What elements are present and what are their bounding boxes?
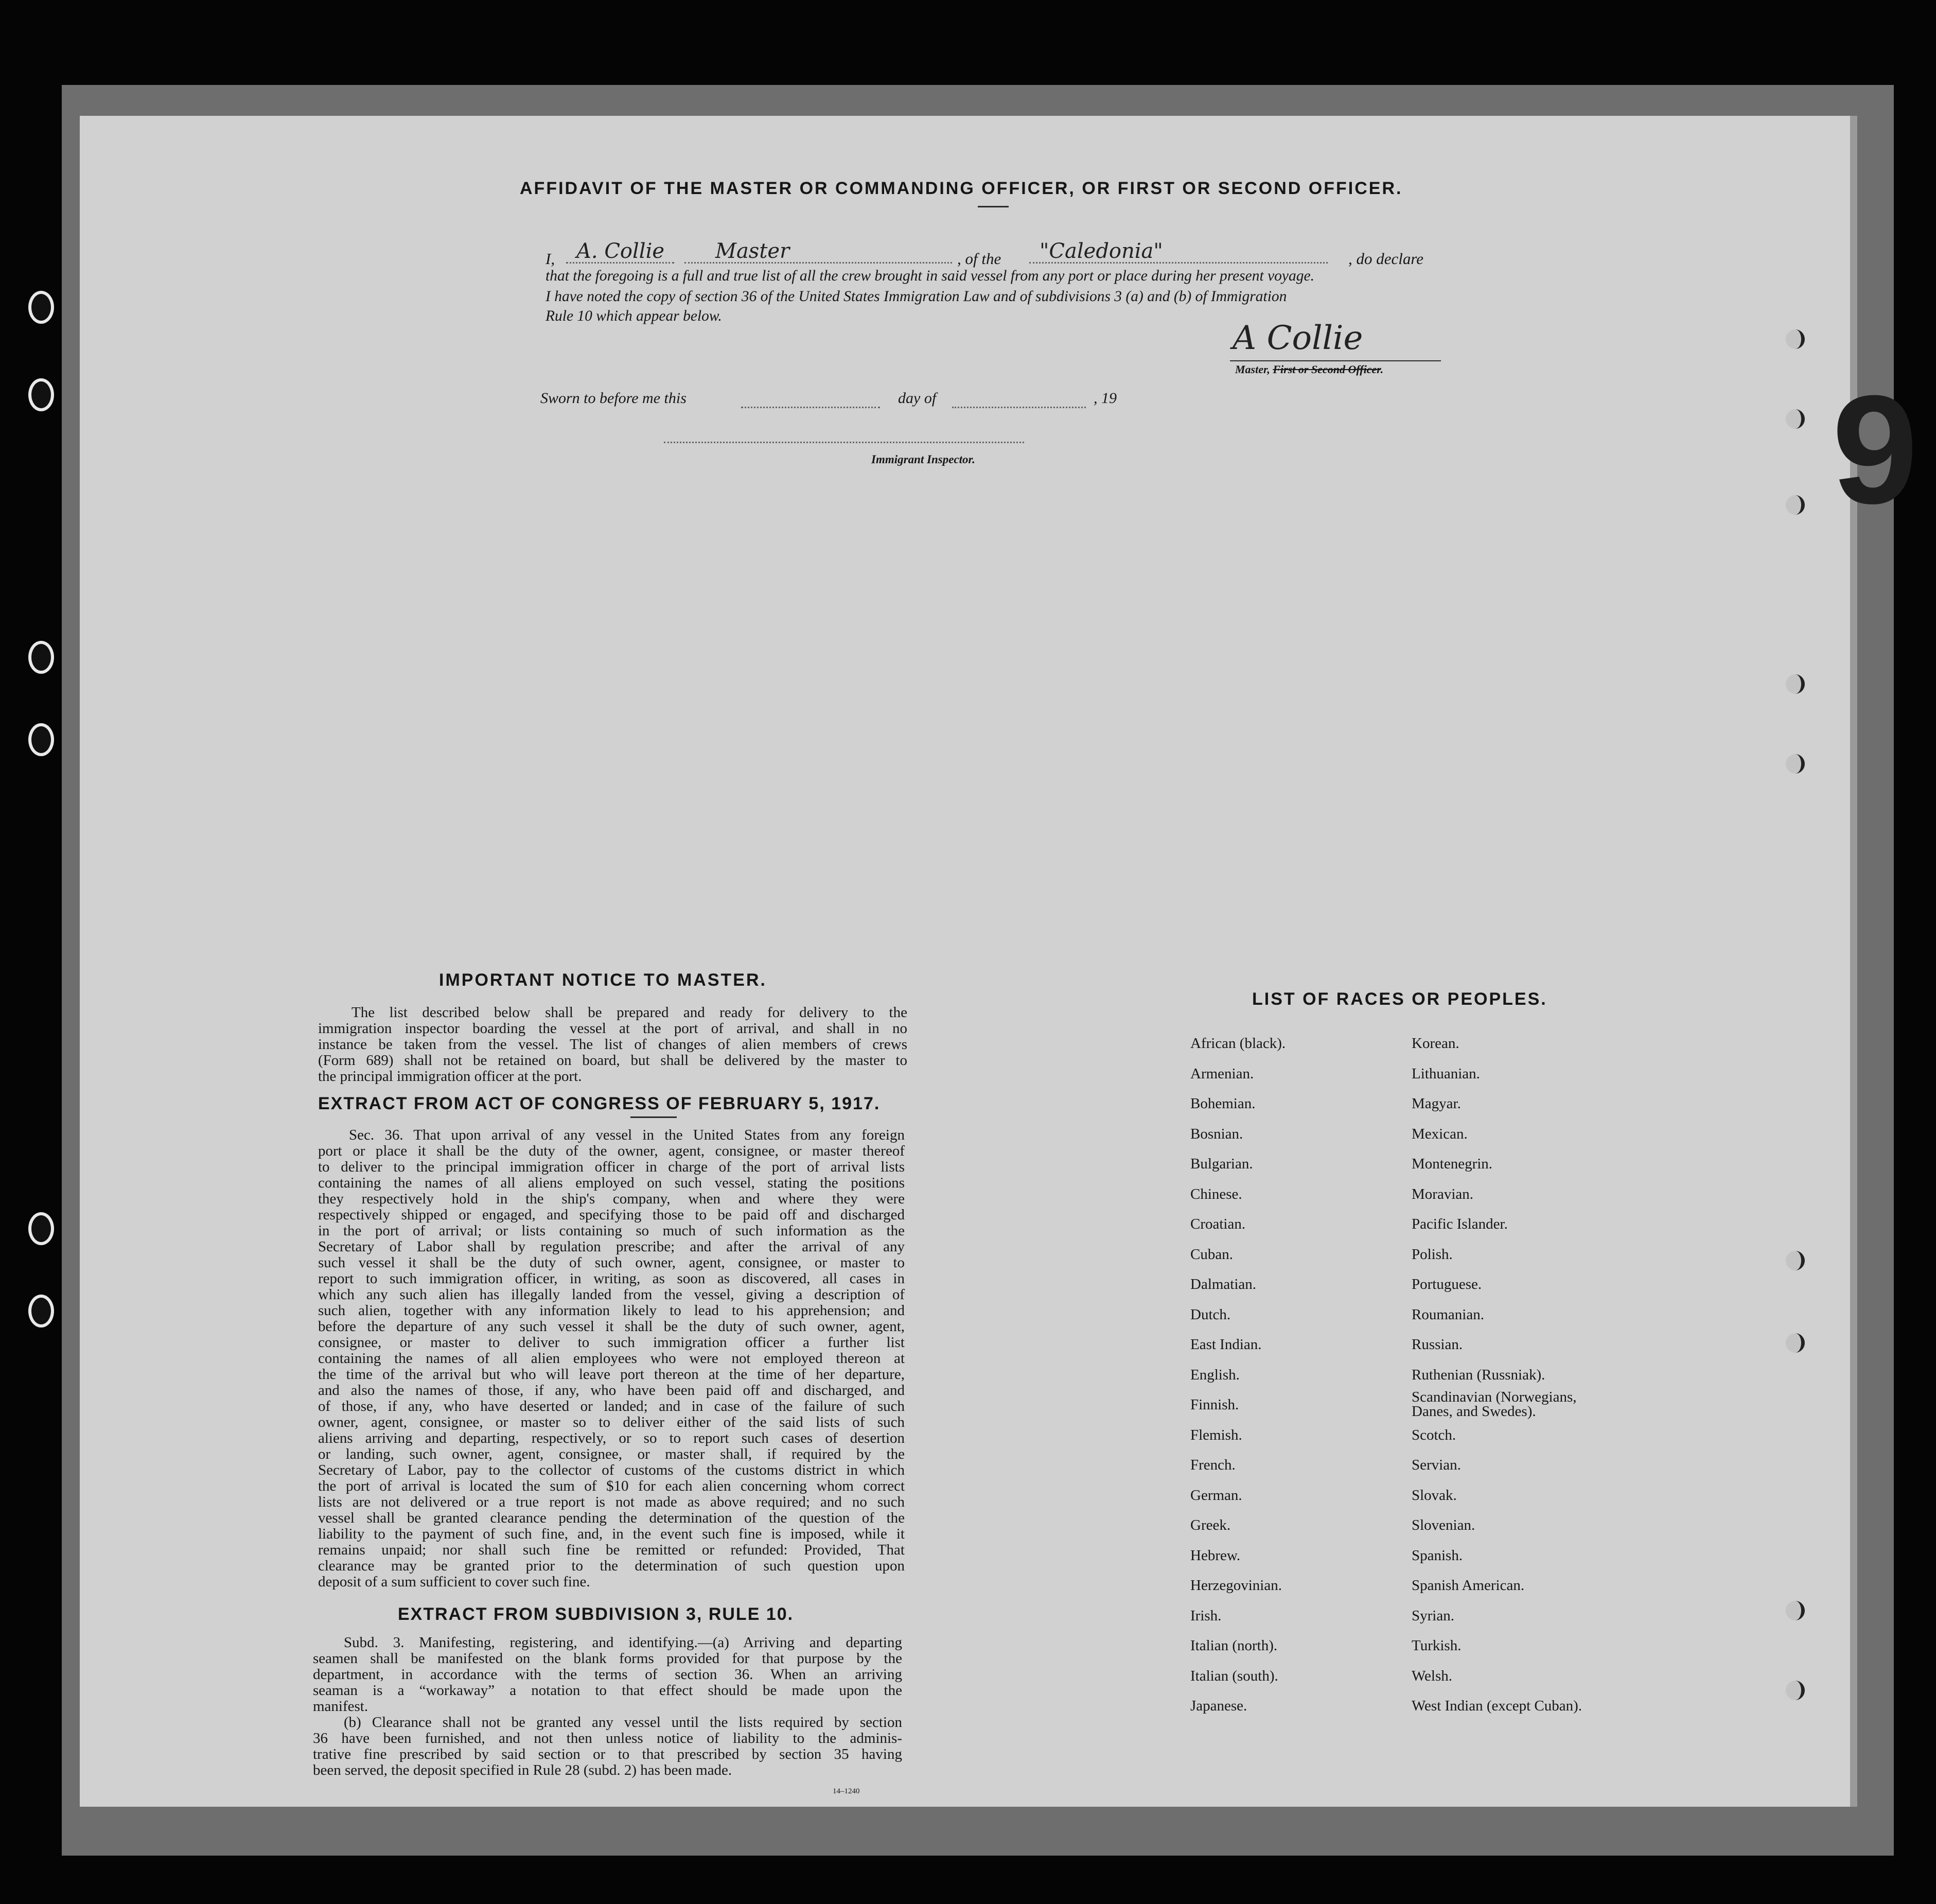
notice-line: instance be taken from the vessel. The list of changes of alien members of crews [318, 1036, 907, 1053]
race-item: Welsh. [1412, 1667, 1453, 1684]
signature-caption-struck: First or Second Officer [1273, 363, 1381, 376]
race-item: Dalmatian. [1190, 1276, 1257, 1292]
master-name-handwritten: A. Collie [576, 239, 665, 263]
race-item: Lithuanian. [1412, 1065, 1480, 1082]
race-item: Korean. [1412, 1035, 1459, 1052]
binder-hole [28, 723, 54, 756]
race-item: Irish. [1190, 1607, 1222, 1624]
race-item: Moravian. [1412, 1185, 1473, 1202]
pronoun: I, [545, 250, 555, 268]
race-item: Magyar. [1412, 1095, 1461, 1112]
race-item: Pacific Islander. [1412, 1216, 1508, 1232]
race-item: Italian (north). [1190, 1637, 1278, 1654]
punch-hole [1786, 329, 1805, 349]
binder-hole [28, 1295, 54, 1327]
punch-hole [1786, 1251, 1805, 1270]
act-line: of those, if any, who have deserted or landed; and in case of the failure of such [318, 1398, 905, 1414]
act-line: liability to the payment of such fine, and, in the event such fine is imposed, while it [318, 1526, 905, 1542]
act-line: the port of arrival is located the sum of $10 for each alien concerning whom correct [318, 1478, 905, 1494]
race-item: Slovak. [1412, 1487, 1457, 1504]
rule-line: seamen shall be manifested on the blank forms provided for that purpose by the [313, 1650, 902, 1667]
notice-line: immigration inspector boarding the vessel at the port of arrival, and shall in no [318, 1020, 907, 1037]
vessel-name-handwritten: "Caledonia" [1040, 239, 1163, 263]
do-declare-label: , do declare [1348, 250, 1424, 268]
race-item: Mexican. [1412, 1125, 1468, 1142]
act-body [318, 1127, 905, 1590]
act-line: containing the names of all alien employees who were not employed thereon at [318, 1350, 905, 1367]
race-item: Hebrew. [1190, 1547, 1241, 1564]
race-item: Chinese. [1190, 1185, 1242, 1202]
master-signature: A Collie [1233, 319, 1363, 357]
binder-hole [28, 1212, 54, 1245]
act-title: EXTRACT FROM ACT OF CONGRESS OF FEBRUARY 5, 1917. [318, 1094, 881, 1113]
race-item: Russian. [1412, 1336, 1463, 1353]
punch-hole [1786, 1681, 1805, 1700]
rule-line: been served, the deposit specified in Rule 28 (subd. 2) has been made. [313, 1762, 732, 1778]
act-line: Sec. 36. That upon arrival of any vessel in the United States from any foreign [349, 1127, 905, 1143]
act-line: clearance may be granted prior to the determination of such question upon [318, 1558, 905, 1574]
binder-hole [28, 641, 54, 674]
race-item: Japanese. [1190, 1698, 1247, 1714]
declaration-line-1 [545, 239, 1467, 268]
act-line: respectively shipped or engaged, and specifying those to be paid off and discharged [318, 1207, 905, 1223]
race-item: Ruthenian (Russniak). [1412, 1366, 1545, 1383]
title-underline [978, 206, 1009, 207]
signature-caption-end: . [1380, 363, 1384, 376]
punch-hole [1786, 495, 1805, 515]
act-line: to deliver to the principal immigration officer in charge of the port of arrival lists [318, 1159, 905, 1175]
signature-caption-master: Master, [1235, 363, 1270, 376]
race-item: Syrian. [1412, 1607, 1454, 1624]
race-item: Croatian. [1190, 1216, 1246, 1232]
declaration-line-4: Rule 10 which appear below. [545, 308, 722, 324]
of-the-label: , of the [957, 250, 1001, 268]
race-item: Bulgarian. [1190, 1156, 1253, 1172]
rule-line: Subd. 3. Manifesting, registering, and identifying.—(a) Arriving and departing [344, 1634, 902, 1651]
race-item: Roumanian. [1412, 1306, 1484, 1323]
race-item: Dutch. [1190, 1306, 1231, 1323]
race-item: English. [1190, 1366, 1240, 1383]
race-item: Polish. [1412, 1246, 1453, 1263]
signature-line [1230, 360, 1441, 361]
rule-body [313, 1635, 902, 1778]
act-line: consignee, or master to deliver to such immigration officer a further list [318, 1334, 905, 1351]
inspector-signature-line [664, 442, 1024, 443]
race-item: African (black). [1190, 1035, 1286, 1052]
punch-hole [1786, 674, 1805, 694]
fill-line [952, 407, 1086, 408]
fill-line [741, 407, 880, 408]
rule-line: (b) Clearance shall not be granted any vessel until the lists required by section [344, 1714, 902, 1731]
race-item: East Indian. [1190, 1336, 1262, 1353]
race-item: Finnish. [1190, 1396, 1239, 1413]
rule-line: trative fine prescribed by said section or to that prescribed by section 35 having [313, 1746, 902, 1762]
act-line: remains unpaid; nor shall such fine be remitted or refunded: Provided, That [318, 1542, 905, 1558]
race-item: Flemish. [1190, 1426, 1242, 1443]
fill-line [684, 262, 952, 264]
race-item: Montenegrin. [1412, 1156, 1493, 1172]
act-line: which any such alien has illegally landed from the vessel, giving a description of [318, 1286, 905, 1303]
form-number: 14–1240 [833, 1787, 860, 1795]
act-line: before the departure of any such vessel it shall be the duty of such owner, agent, [318, 1318, 905, 1335]
act-line: or landing, such owner, agent, consignee, or master shall, if required by the [318, 1446, 905, 1462]
act-line: such alien, together with any information likely to lead to his apprehension; and [318, 1302, 905, 1319]
punch-hole [1786, 1333, 1805, 1353]
notice-line: (Form 689) shall not be retained on board, but shall be delivered by the master to [318, 1052, 907, 1069]
sworn-label: Sworn to before me this [540, 390, 687, 407]
rule-line: manifest. [313, 1698, 368, 1715]
rank-handwritten: Master [715, 239, 790, 263]
race-item: Armenian. [1190, 1065, 1254, 1082]
rule-line: seaman is a “workaway” a notation to that effect should be made upon the [313, 1682, 902, 1699]
declaration-line-3: I have noted the copy of section 36 of the United States Immigration Law and of subdivisions 3 (a) and (b) of Immigration [545, 288, 1287, 305]
notice-line: The list described below shall be prepared and ready for delivery to the [351, 1004, 907, 1021]
punch-hole [1786, 754, 1805, 774]
race-item: Slovenian. [1412, 1517, 1475, 1533]
act-line: port or place it shall be the duty of the owner, agent, consignee, or master thereof [318, 1143, 905, 1159]
race-item: Cuban. [1190, 1246, 1233, 1263]
act-line: Secretary of Labor, pay to the collector of customs of the customs district in which [318, 1462, 905, 1478]
punch-hole [1786, 409, 1805, 429]
race-item: Spanish. [1412, 1547, 1463, 1564]
notice-line: the principal immigration officer at the port. [318, 1068, 582, 1085]
race-item: Portuguese. [1412, 1276, 1482, 1292]
inspector-label: Immigrant Inspector. [871, 453, 975, 466]
race-item: Herzegovinian. [1190, 1577, 1282, 1594]
notice-title: IMPORTANT NOTICE TO MASTER. [439, 970, 767, 990]
bleed-through-mark: 9 [1832, 363, 1918, 536]
act-line: and also the names of those, if any, who have been paid off and discharged, and [318, 1382, 905, 1399]
fill-line [566, 262, 674, 264]
day-of-label: day of [898, 390, 937, 407]
act-title-underline [630, 1116, 677, 1118]
act-line: the time of the arrival but who will leave port thereon at the time of her departure, [318, 1366, 905, 1383]
rule-line: department, in accordance with the terms of section 36. When an arriving [313, 1666, 902, 1683]
act-line: lists are not delivered or a true report is not made as above required; and no such [318, 1494, 905, 1510]
act-line: Secretary of Labor shall by regulation prescribe; and after the arrival of any [318, 1238, 905, 1255]
binder-hole [28, 378, 54, 411]
race-item: Scandinavian (Norwegians, Danes, and Swedes). [1412, 1389, 1577, 1420]
race-item: Scotch. [1412, 1426, 1456, 1443]
act-line: such vessel it shall be the duty of such owner, agent, consignee, or master to [318, 1254, 905, 1271]
race-item: West Indian (except Cuban). [1412, 1698, 1582, 1714]
rule-title: EXTRACT FROM SUBDIVISION 3, RULE 10. [398, 1604, 794, 1624]
act-line: they respectively hold in the ship's company, when and where they were [318, 1191, 905, 1207]
race-item: Spanish American. [1412, 1577, 1525, 1594]
notice-body [318, 1005, 907, 1085]
race-item: Bosnian. [1190, 1125, 1243, 1142]
act-line: deposit of a sum sufficient to cover such fine. [318, 1574, 590, 1590]
race-item: Servian. [1412, 1457, 1461, 1473]
race-item: Italian (south). [1190, 1667, 1278, 1684]
punch-hole [1786, 1601, 1805, 1620]
races-title: LIST OF RACES OR PEOPLES. [1252, 989, 1547, 1009]
act-line: owner, agent, consignee, or master so to deliver either of the said lists of such [318, 1414, 905, 1430]
act-line: containing the names of all aliens employed on such vessel, stating the positions [318, 1175, 905, 1191]
race-item: Bohemian. [1190, 1095, 1256, 1112]
affidavit-title: AFFIDAVIT OF THE MASTER OR COMMANDING OFFICER, OR FIRST OR SECOND OFFICER. [520, 179, 1403, 198]
races-left-column [1190, 1028, 1406, 1721]
act-line: aliens arriving and departing, respectively, or so to report such cases of desertion [318, 1430, 905, 1446]
declaration-line-2: that the foregoing is a full and true list of all the crew brought in said vessel from any port or place during her present voyage. [545, 268, 1314, 284]
act-line: vessel shall be granted clearance pending the determination of the question of the [318, 1510, 905, 1526]
act-line: in the port of arrival; or lists containing so much of such information as the [318, 1222, 905, 1239]
race-item: Greek. [1190, 1517, 1231, 1533]
year-label: , 19 [1094, 390, 1117, 407]
act-line: report to such immigration officer, in writing, as soon as discovered, all cases in [318, 1270, 905, 1287]
race-item: Turkish. [1412, 1637, 1462, 1654]
binder-hole [28, 291, 54, 324]
races-right-column [1412, 1028, 1648, 1721]
signature-caption [1235, 363, 1383, 376]
race-item: German. [1190, 1487, 1242, 1504]
race-item: French. [1190, 1457, 1236, 1473]
fill-line [1029, 262, 1328, 264]
rule-line: 36 have been furnished, and not then unless notice of liability to the adminis- [313, 1730, 902, 1746]
